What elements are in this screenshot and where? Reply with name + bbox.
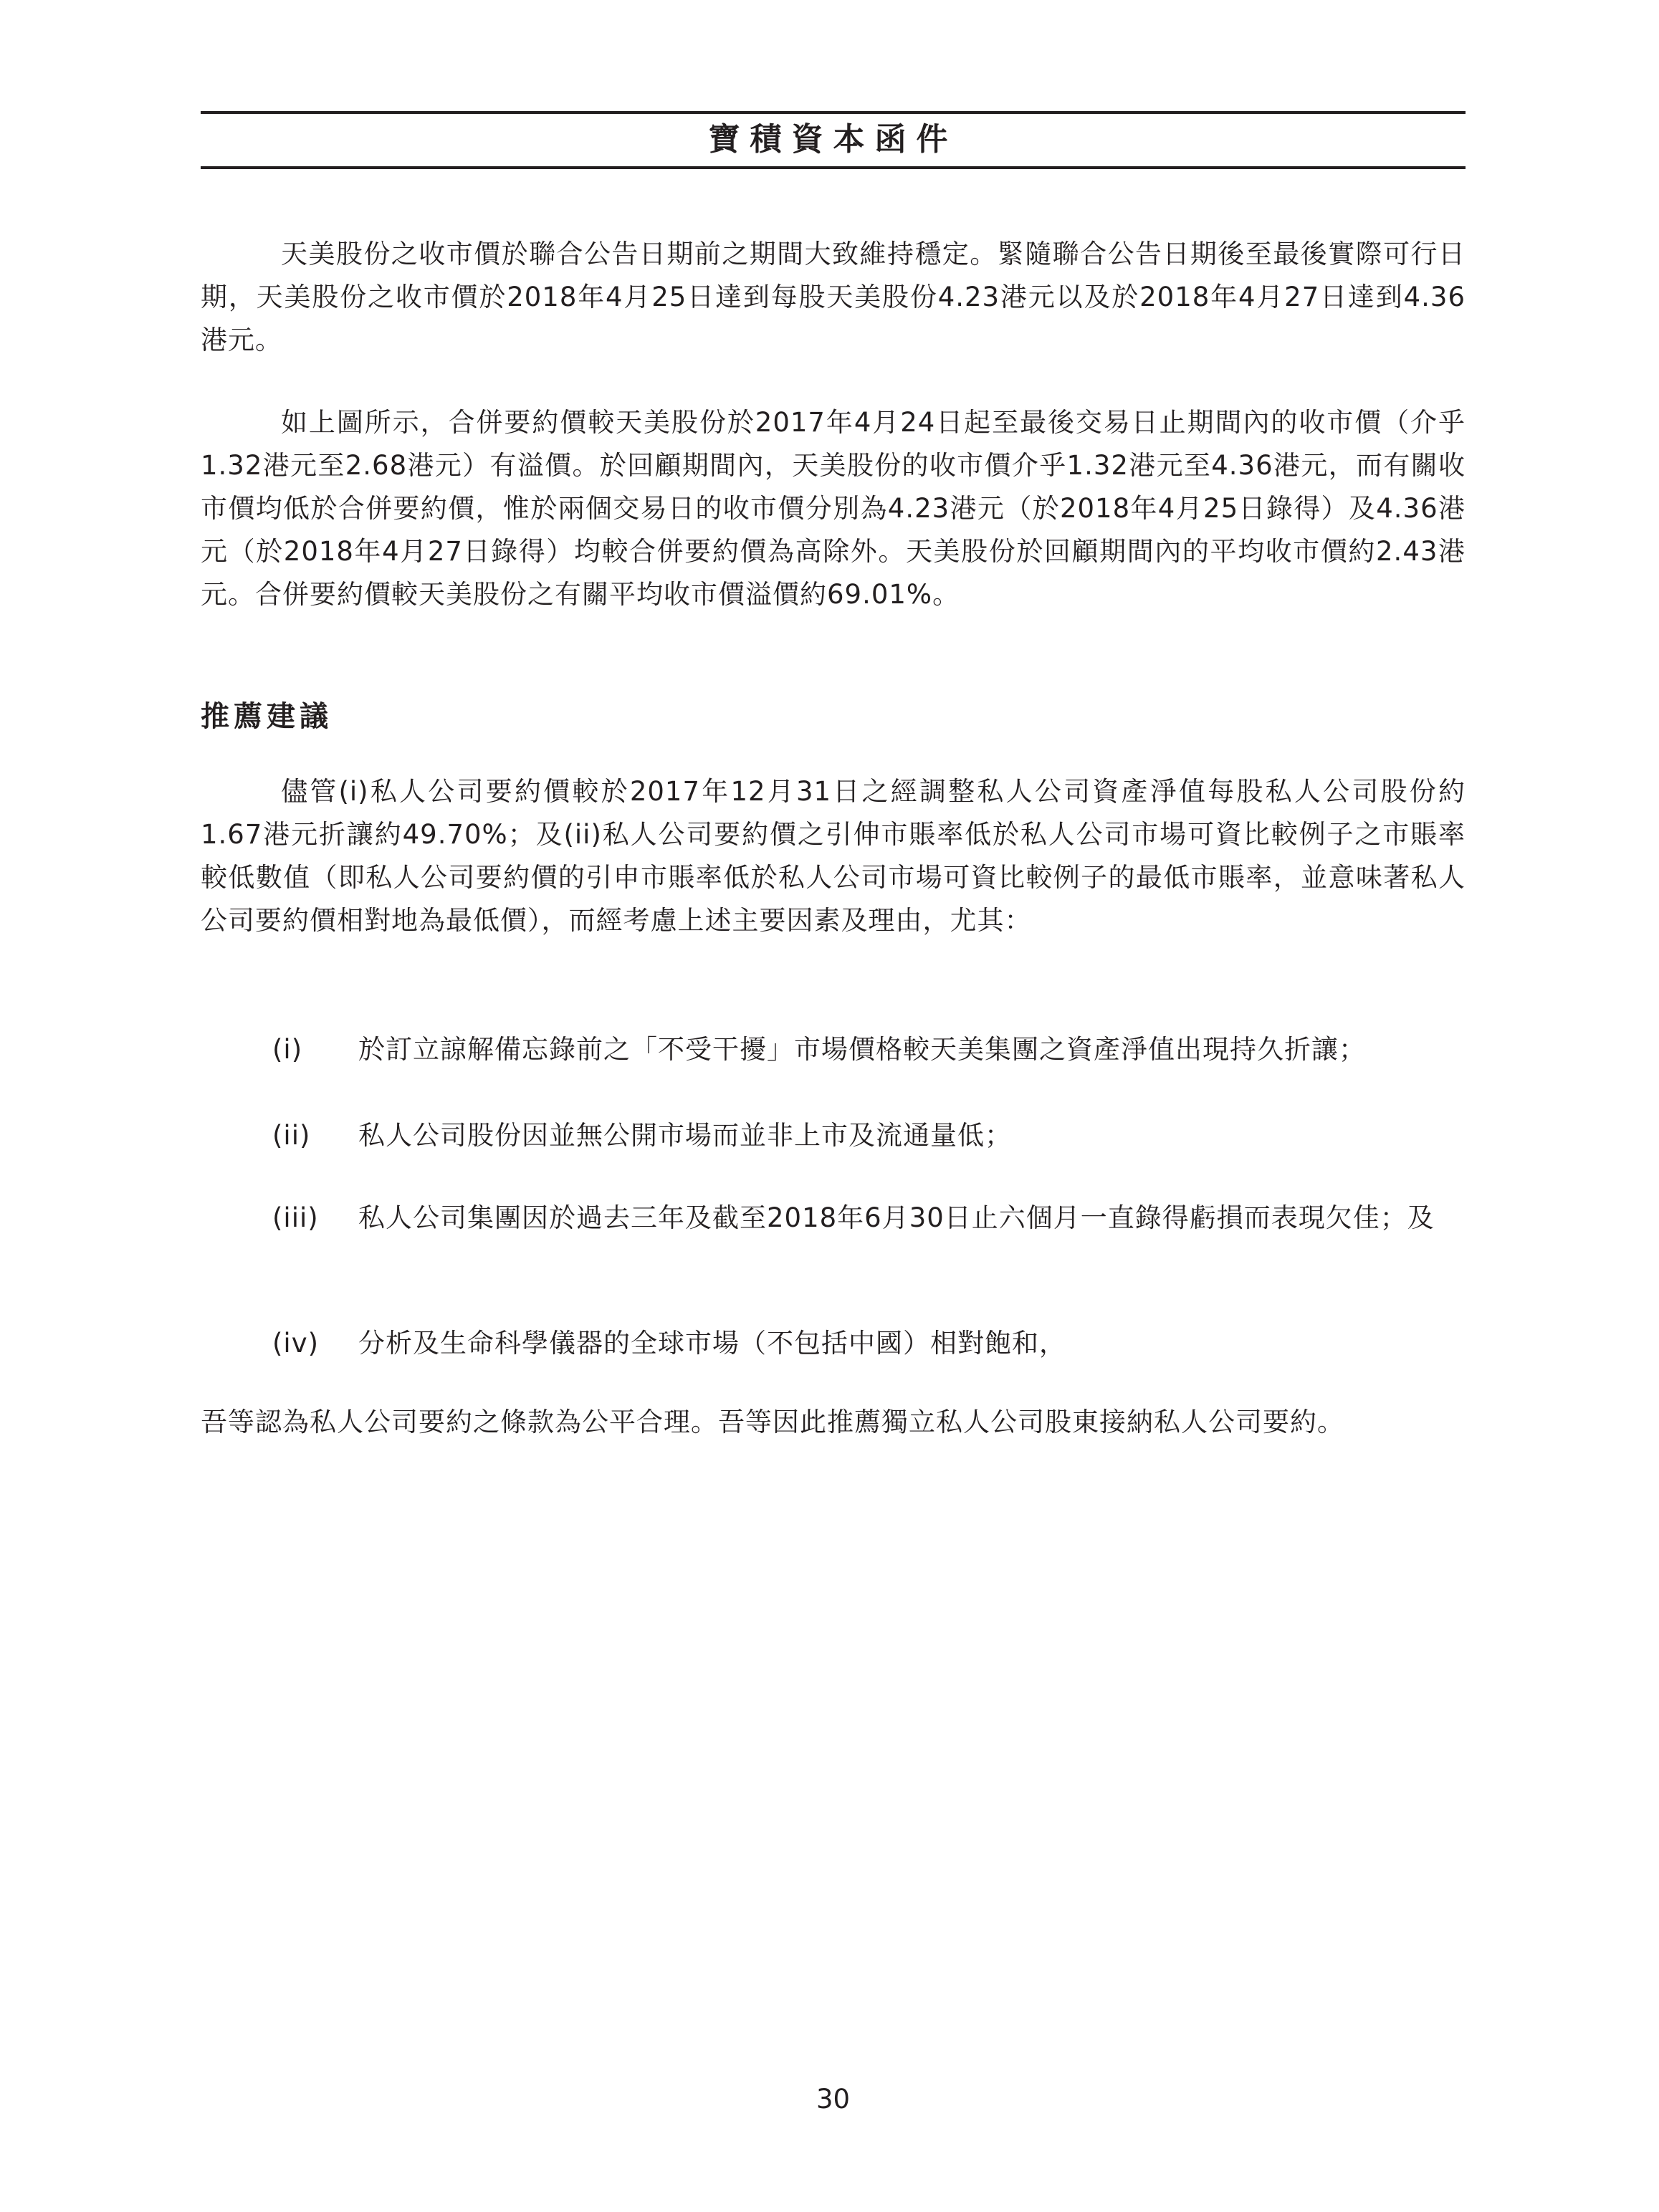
document-page: [201, 0, 1466, 2212]
header-bottom-rule: [201, 166, 1466, 169]
paragraph-offer-price-premium: 如上圖所示，合併要約價較天美股份於2017年4月24日起至最後交易日止期間內的收市價（介乎1.32港元至2.68港元）有溢價。於回顧期間內，天美股份的收市價介乎1.32港元至4.36港元，而有關收市價均低於合併要約價，惟於兩個交易日的收市價分別為4.23港元（於2018年4月25日錄得）及4.36港元（於2018年4月27日錄得）均較合併要約價為高除外。天美股份於回顧期間內的平均收市價約2.43港元。合併要約價較天美股份之有關平均收市價溢價約69.01%。: [201, 407, 1466, 610]
list-item-text: 私人公司集團因於過去三年及截至2018年6月30日止六個月一直錄得虧損而表現欠佳；及: [358, 1202, 1435, 1233]
list-item-text: 分析及生命科學儀器的全球市場（不包括中國）相對飽和，: [358, 1328, 1066, 1359]
list-item: [272, 1114, 1466, 1157]
list-item-number: (ii): [272, 1120, 311, 1151]
list-item-number: (iii): [272, 1202, 319, 1233]
paragraph-conclusion: 吾等認為私人公司要約之條款為公平合理。吾等因此推薦獨立私人公司股東接納私人公司要約。: [201, 1407, 1344, 1437]
paragraph-closing-price-stability: 天美股份之收市價於聯合公告日期前之期間大致維持穩定。緊隨聯合公告日期後至最後實際可行日期，天美股份之收市價於2018年4月25日達到每股天美股份4.23港元以及於2018年4月27日達到4.36港元。: [201, 239, 1466, 355]
list-item: [272, 1322, 1466, 1365]
list-item-text: 私人公司股份因並無公開市場而並非上市及流通量低；: [358, 1120, 1012, 1151]
paragraph-recommendation-intro: 儘管(i)私人公司要約價較於2017年12月31日之經調整私人公司資產淨值每股私人公司股份約1.67港元折讓約49.70%；及(ii)私人公司要約價之引伸市賬率低於私人公司市場可資比較例子之市賬率較低數值（即私人公司要約價的引申市賬率低於私人公司市場可資比較例子的最低市賬率，並意味著私人公司要約價相對地為最低價），而經考慮上述主要因素及理由，尤其：: [201, 776, 1466, 936]
list-item: [272, 1028, 1466, 1071]
list-item-number: (iv): [272, 1328, 320, 1359]
list-item-text: 於訂立諒解備忘錄前之「不受干擾」市場價格較天美集團之資產淨值出現持久折讓；: [358, 1034, 1366, 1065]
list-item-number: (i): [272, 1034, 303, 1065]
list-item: [272, 1197, 1466, 1283]
section-heading-recommendation: 推薦建議: [201, 700, 333, 733]
letter-header-title: 寶積資本函件: [708, 121, 958, 158]
header-top-rule: [201, 111, 1466, 114]
page-number: 30: [816, 2084, 851, 2115]
